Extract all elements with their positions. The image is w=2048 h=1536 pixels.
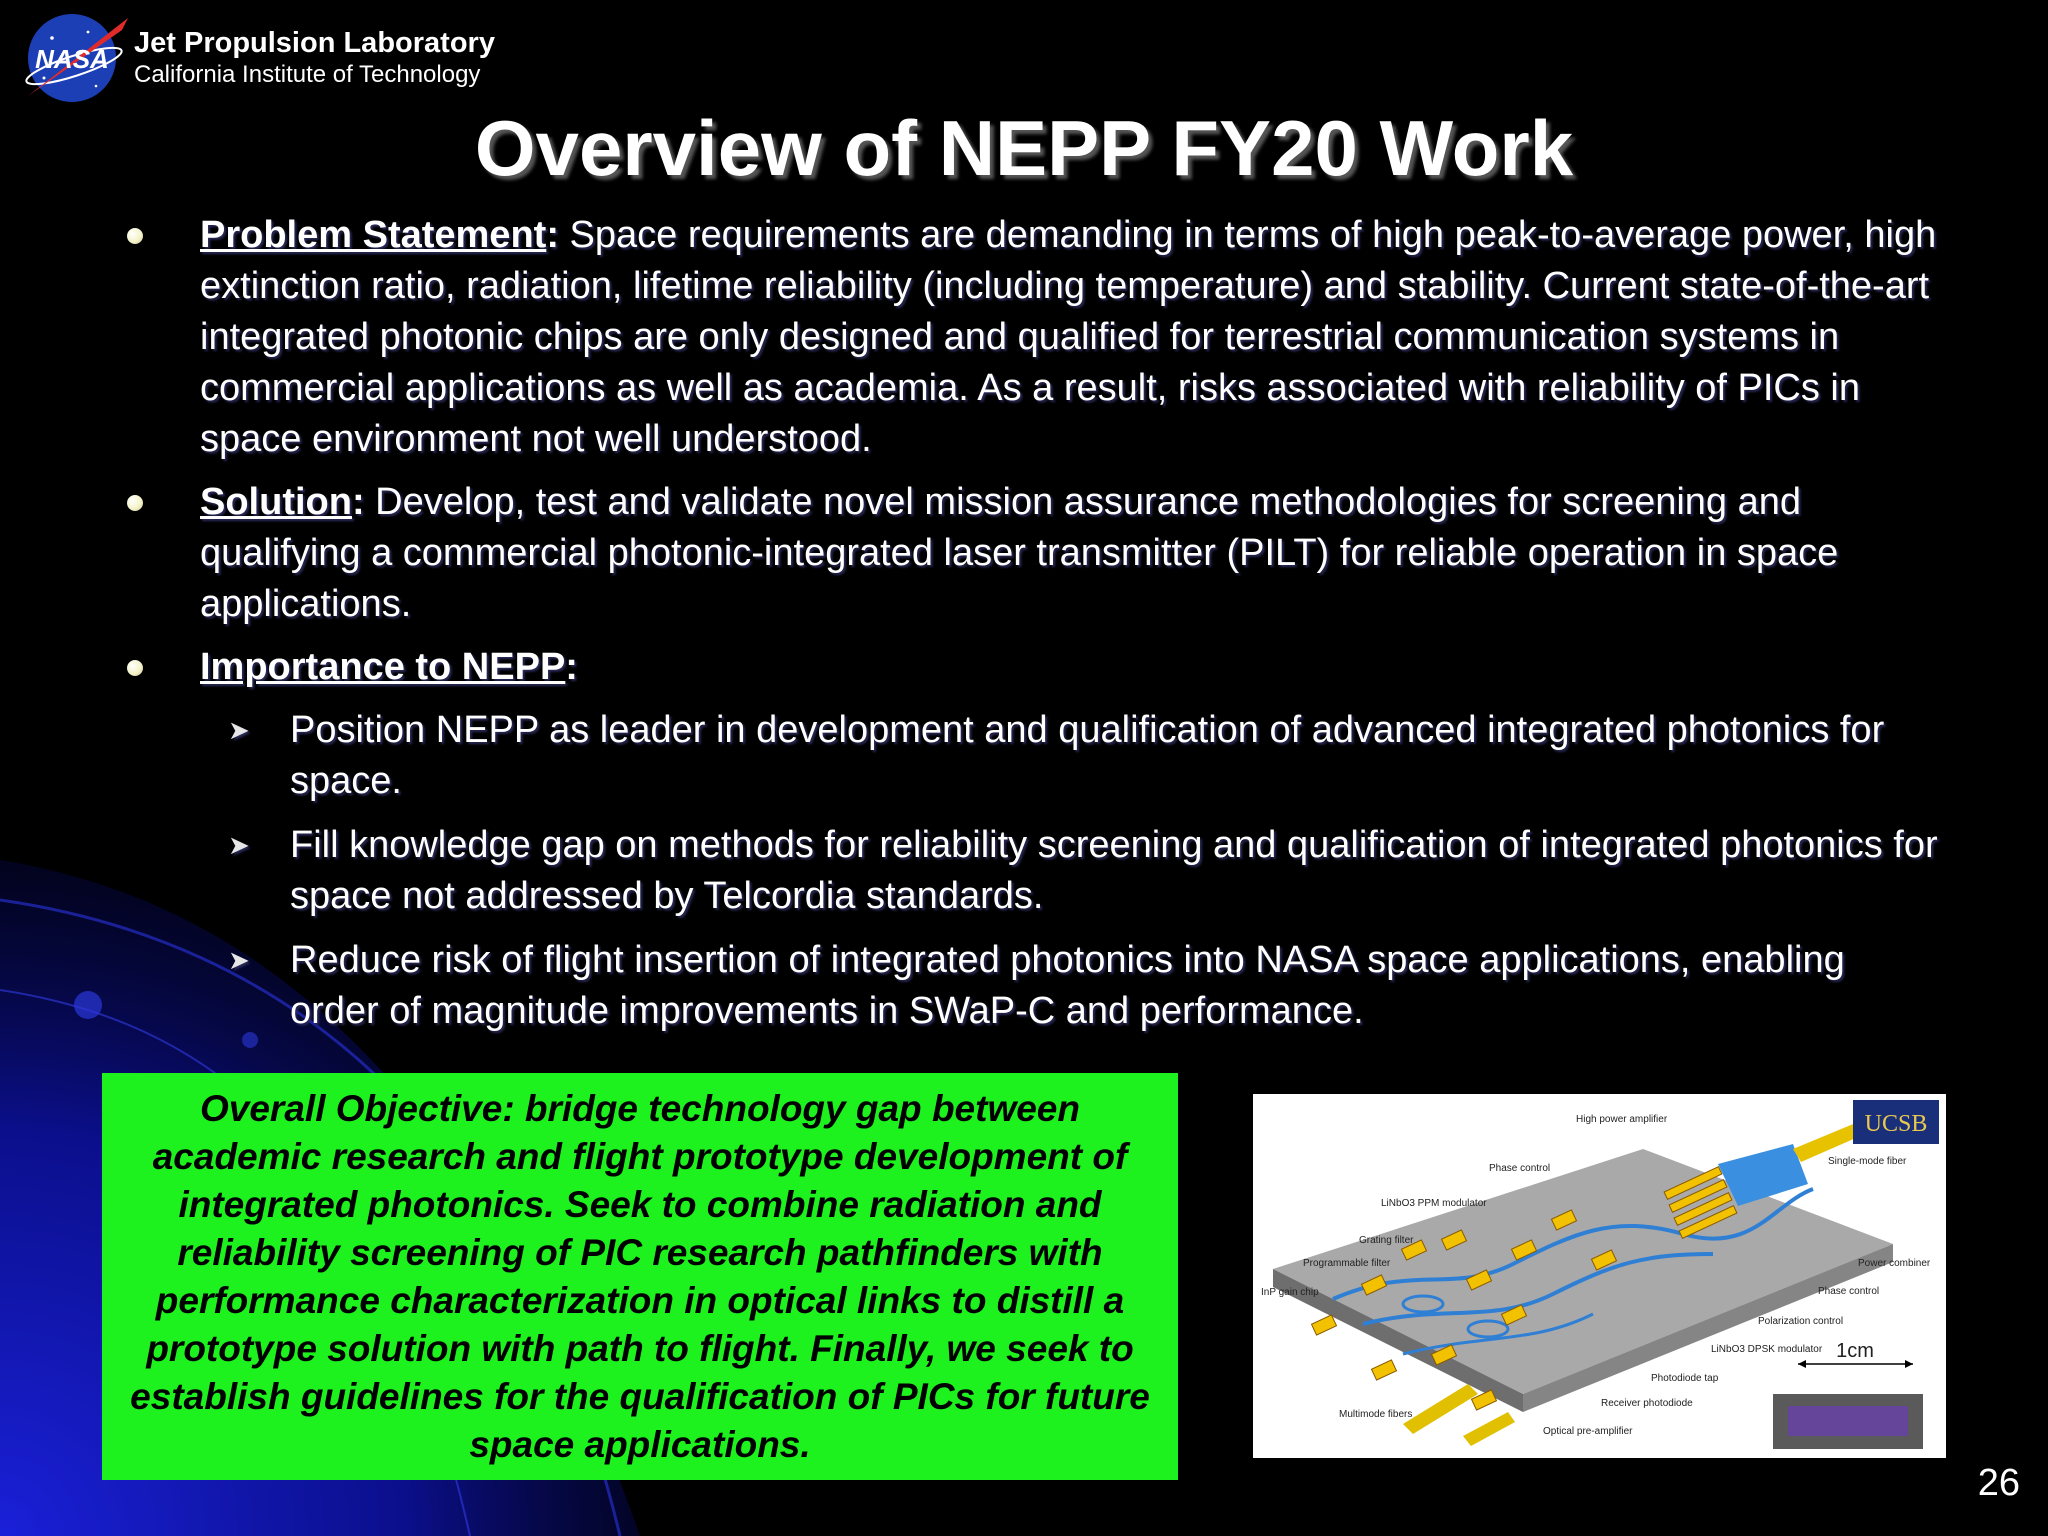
bullet-importance: Importance to NEPP:: [122, 642, 1942, 693]
sub-bullet-text: Fill knowledge gap on methods for reliability screening and qualification of integrated photonics for space not addressed by Telcordia standards.: [290, 824, 1938, 917]
bullet-label: Importance to NEPP: [200, 646, 566, 688]
label-single-mode-fiber: Single-mode fiber: [1828, 1156, 1907, 1167]
bullet-text: Space requirements are demanding in terms of high peak-to-average power, high extinction ratio, radiation, lifetime reliability (including temperature) and stability. Current state-of-the-art integrated photonic chips are only designed and qualified for terrestrial communication systems in commercial applications as well as academia. As a result, risks associated with reliability of PICs in space environment not well understood.: [200, 214, 1937, 460]
arrow-bullet-icon: ➤: [228, 715, 250, 745]
org-name: Jet Propulsion Laboratory: [134, 27, 495, 59]
label-optical-preamp: Optical pre-amplifier: [1543, 1426, 1633, 1437]
slide-title: Overview of NEPP FY20 Work: [474, 104, 1574, 192]
sub-bullet: [122, 705, 1942, 807]
pic-chip-diagram: [1253, 1094, 1946, 1458]
bullet-dot-icon: [127, 660, 143, 676]
label-inp-gain-chip: InP gain chip: [1261, 1287, 1319, 1298]
bullet-text: Develop, test and validate novel mission assurance methodologies for screening and qualifying a commercial photonic-integrated laser transmitter (PILT) for reliable operation in space applications.: [200, 481, 1839, 625]
label-polarization-control: Polarization control: [1758, 1316, 1844, 1327]
label-ppm-modulator: LiNbO3 PPM modulator: [1381, 1198, 1487, 1209]
header-logo: [22, 8, 522, 103]
label-phase-control-top: Phase control: [1489, 1163, 1551, 1174]
label-power-combiner: Power combiner: [1858, 1258, 1931, 1269]
ucsb-badge: UCSB: [1864, 1111, 1928, 1137]
bullet-list: [122, 210, 1942, 1050]
sub-bullet-text: Position NEPP as leader in development and qualification of advanced integrated photonics for space.: [290, 709, 1885, 802]
sub-bullet: [122, 820, 1942, 922]
label-photodiode-tap: Photodiode tap: [1651, 1373, 1719, 1384]
objective-text: Overall Objective: bridge technology gap between academic research and flight prototype development of integrated photonics. Seek to combine radiation and reliability screening of PIC research pathfinders with performance characterization in optical links to distill a prototype solution with path to flight. Finally, we seek to establish guidelines for the qualification of PICs for future space applications.: [130, 1087, 1150, 1465]
bullet-dot-icon: [127, 228, 143, 244]
bullet-solution: Solution: Develop, test and validate novel mission assurance methodologies for screening and qualifying a commercial photonic-integrated laser transmitter (PILT) for reliable operation in space applications.: [122, 477, 1942, 630]
label-phase-control-right: Phase control: [1818, 1286, 1880, 1297]
org-subtitle: California Institute of Technology: [134, 61, 481, 88]
label-multimode-fibers: Multimode fibers: [1339, 1409, 1413, 1420]
bullet-problem-statement: Problem Statement: Space requirements are demanding in terms of high peak-to-average power, high extinction ratio, radiation, lifetime reliability (including temperature) and stability. Current state-of-the-art integrated photonic chips are only designed and qualified for terrestrial communication systems in commercial applications as well as academia. As a result, risks associated with reliability of PICs in space environment not well understood.: [122, 210, 1942, 465]
label-dpsk-modulator: LiNbO3 DPSK modulator: [1711, 1344, 1823, 1355]
objective-box: [102, 1073, 1178, 1480]
nasa-logo-icon: [22, 8, 130, 103]
arrow-bullet-icon: ➤: [228, 945, 250, 975]
page-number: 26: [1977, 1462, 2020, 1504]
label-receiver-photodiode: Receiver photodiode: [1601, 1398, 1693, 1409]
bullet-dot-icon: [127, 495, 143, 511]
sub-bullet: [122, 935, 1942, 1037]
sub-bullet-text: Reduce risk of flight insertion of integrated photonics into NASA space applications, enabling order of magnitude improvements in SWaP-C and performance.: [290, 939, 1845, 1032]
arrow-bullet-icon: ➤: [228, 830, 250, 860]
bullet-label: Problem Statement: [200, 214, 547, 256]
label-high-power-amplifier: High power amplifier: [1576, 1114, 1668, 1125]
label-scale: 1cm: [1836, 1340, 1874, 1362]
nasa-logo-text: NASA: [35, 44, 109, 74]
label-grating-filter: Grating filter: [1359, 1235, 1414, 1246]
bullet-label: Solution: [200, 481, 352, 523]
label-programmable-filter: Programmable filter: [1303, 1258, 1391, 1269]
